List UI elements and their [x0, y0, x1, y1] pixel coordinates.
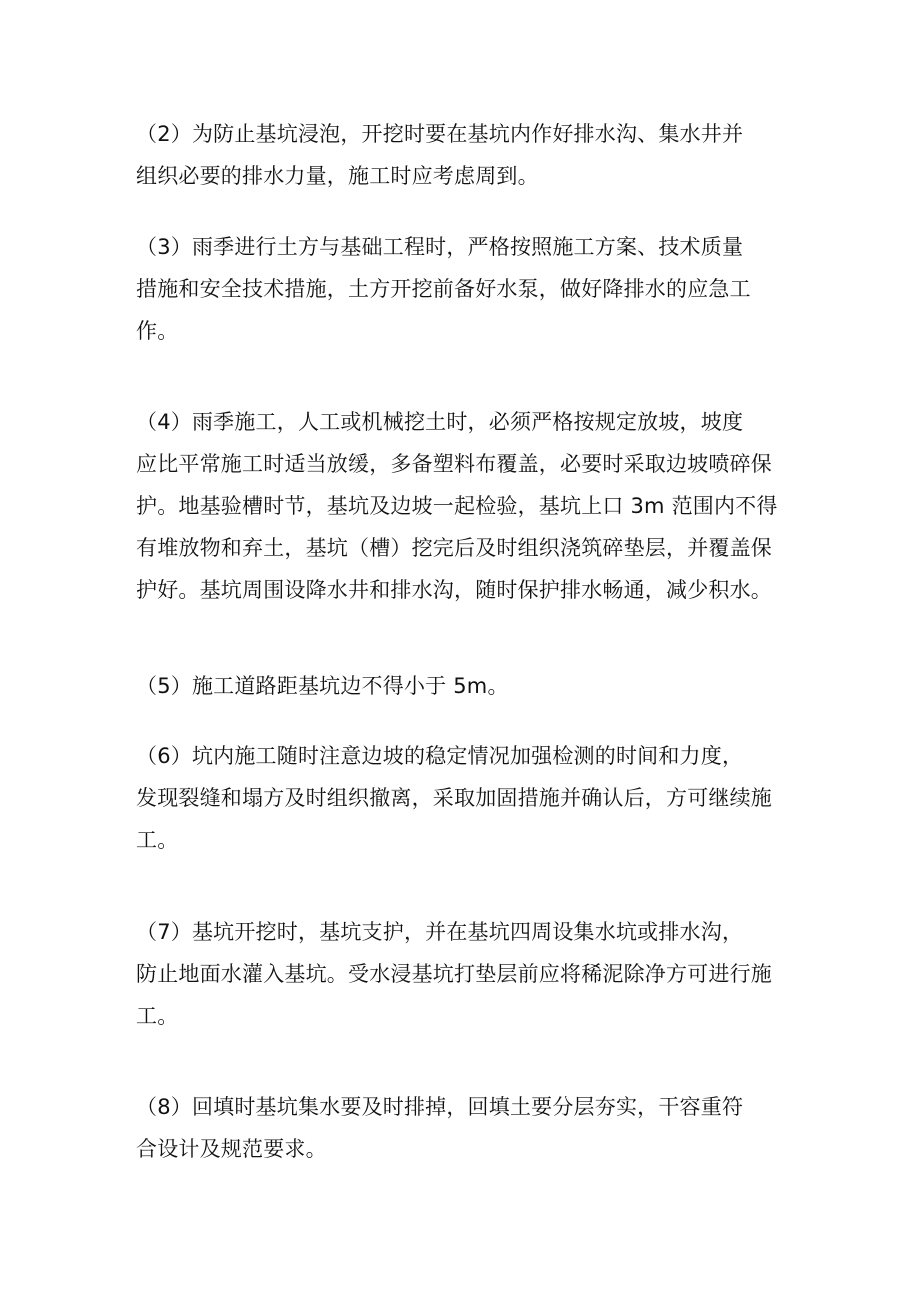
- paragraph-line: 工。: [136, 828, 179, 852]
- paragraph-line: 措施和安全技术措施，土方开挖前备好水泵，做好降排水的应急工: [136, 277, 751, 301]
- paragraph-line: （7）基坑开挖时，基坑支护，并在基坑四周设集水坑或排水沟，: [136, 920, 744, 944]
- paragraph-line: 护好。基坑周围设降水井和排水沟，随时保护排水畅通，减少积水。: [136, 578, 772, 602]
- paragraph-line: 作。: [136, 319, 179, 343]
- paragraph-7: [136, 911, 786, 1037]
- paragraph-2: [136, 113, 786, 197]
- paragraph-line: 发现裂缝和塌方及时组织撤离，采取加固措施并确认后，方可继续施: [136, 786, 772, 810]
- paragraph-line: （4）雨季施工，人工或机械挖土时，必须严格按规定放坡，坡度: [136, 410, 744, 434]
- paragraph-line: 应比平常施工时适当放缓，多备塑料布覆盖，必要时采取边坡喷碎保: [136, 452, 772, 476]
- paragraph-8: [136, 1086, 786, 1170]
- paragraph-line: 防止地面水灌入基坑。受水浸基坑打垫层前应将稀泥除净方可进行施: [136, 962, 772, 986]
- paragraph-line: 有堆放物和弃土，基坑（槽）挖完后及时组织浇筑碎垫层，并覆盖保: [136, 536, 772, 560]
- paragraph-line: （2）为防止基坑浸泡，开挖时要在基坑内作好排水沟、集水井并: [136, 122, 744, 146]
- paragraph-line: 合设计及规范要求。: [136, 1137, 327, 1161]
- paragraph-6: [136, 735, 786, 861]
- paragraph-line: （3）雨季进行土方与基础工程时，严格按照施工方案、技术质量: [136, 235, 744, 259]
- paragraph-4: [136, 401, 786, 611]
- paragraph-3: [136, 226, 786, 352]
- paragraph-5: [136, 665, 786, 707]
- paragraph-line: （5）施工道路距基坑边不得小于 5m。: [136, 674, 509, 698]
- paragraph-line: （6）坑内施工随时注意边坡的稳定情况加强检测的时间和力度，: [136, 744, 744, 768]
- paragraph-line: 组织必要的排水力量，施工时应考虑周到。: [136, 164, 539, 188]
- paragraph-line: （8）回填时基坑集水要及时排掉，回填土要分层夯实，干容重符: [136, 1095, 744, 1119]
- paragraph-line: 护。地基验槽时节，基坑及边坡一起检验，基坑上口 3m 范围内不得: [136, 494, 778, 518]
- paragraph-line: 工。: [136, 1004, 179, 1028]
